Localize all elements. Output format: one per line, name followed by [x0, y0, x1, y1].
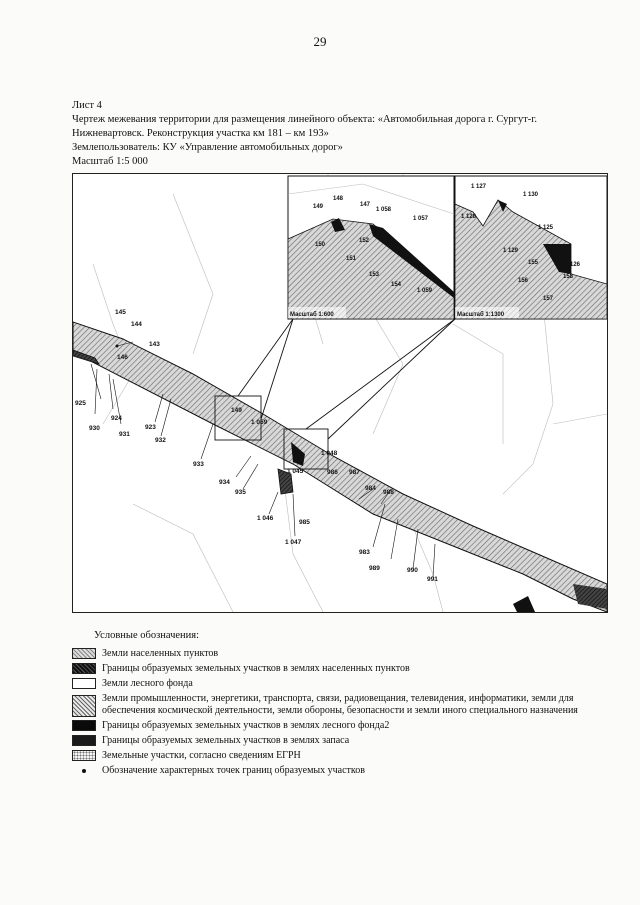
inset-pt-149: 149 [313, 204, 324, 210]
inset-pt-1058: 1 058 [376, 207, 392, 213]
pt-144: 144 [131, 321, 142, 328]
inset-pt-1125: 1 125 [538, 225, 554, 231]
inset-pt-1127: 1 127 [471, 184, 487, 190]
legend-title: Условные обозначения: [94, 630, 200, 641]
sheet-label: Лист 4 [72, 100, 102, 111]
inset-pt-1059: 1 059 [417, 288, 433, 294]
inset-pt-154: 154 [391, 282, 402, 288]
inset-left [288, 176, 454, 319]
map-scale: Масштаб 1:5 000 [72, 156, 148, 167]
pt-934: 934 [219, 479, 230, 486]
inset-right [455, 176, 607, 319]
parcel-991 [513, 596, 535, 612]
pt-933: 933 [193, 461, 204, 468]
pt-146: 146 [117, 354, 128, 361]
settlement-border-swatch [72, 663, 96, 674]
pt-935: 935 [235, 489, 246, 496]
pt-985: 985 [299, 519, 310, 526]
inset-pt-158: 158 [563, 274, 574, 280]
legend-label: Границы образуемых земельных участков в землях населенных пунктов [102, 663, 410, 674]
legend-label: Обозначение характерных точек границ образуемых участков [102, 765, 365, 776]
pt-991: 991 [427, 576, 438, 583]
inset-pt-1130: 1 130 [523, 192, 539, 198]
inset-pt-157: 157 [543, 296, 554, 302]
inset-pt-147: 147 [360, 202, 371, 208]
legend-item-settlement-parcel-borders [72, 663, 617, 675]
pt-924: 924 [111, 415, 122, 422]
inset-pt-1128: 1 128 [461, 214, 477, 220]
pt-984: 984 [365, 485, 376, 492]
inset-pt-1126: 1 126 [565, 262, 581, 268]
legend-item-characteristic-points [72, 765, 617, 777]
pt-986: 986 [327, 469, 338, 476]
legend-label: Земли промышленности, энергетики, транспорта, связи, радиовещания, телевидения, информатики, земли для обеспечения космической деятельности, земли обороны, безопасности и земли иного специального назначения [102, 693, 578, 716]
legend [72, 648, 617, 780]
point-marker-icon [72, 765, 96, 776]
pt-143: 143 [149, 341, 160, 348]
forest-border-swatch [72, 720, 96, 731]
inset-pt-151: 151 [346, 256, 357, 262]
inset-pt-152: 152 [359, 238, 370, 244]
legend-item-industrial-lands [72, 693, 617, 717]
pt-149: 149 [231, 407, 242, 414]
pt-987: 987 [349, 469, 360, 476]
inset-pt-150: 150 [315, 242, 326, 248]
legend-label: Земельные участки, согласно сведениям ЕГРН [102, 750, 301, 761]
inset-pt-153: 153 [369, 272, 380, 278]
egrn-swatch [72, 750, 96, 761]
pt-990: 990 [407, 567, 418, 574]
pt-923: 923 [145, 424, 156, 431]
settlement-swatch [72, 648, 96, 659]
legend-item-reserve-parcel-borders [72, 735, 617, 747]
legend-label: Земли лесного фонда [102, 678, 193, 689]
pt-1048: 1 048 [321, 450, 338, 457]
pt-925: 925 [75, 400, 86, 407]
inset-pt-148: 148 [333, 196, 344, 202]
legend-item-forest-parcel-borders [72, 720, 617, 732]
survey-map [72, 173, 608, 613]
pt-932: 932 [155, 437, 166, 444]
pt-1047: 1 047 [285, 539, 302, 546]
industrial-swatch [72, 695, 96, 717]
inset-right-scale: Масштаб 1:1300 [457, 312, 505, 318]
forest-swatch [72, 678, 96, 689]
inset-pt-155: 155 [528, 260, 539, 266]
drawing-title: Чертеж межевания территории для размещения линейного объекта: «Автомобильная дорога г. Сургут-г. Нижневартовск. Реконструкция участка км 181 – км 193» [72, 114, 538, 139]
legend-label: Границы образуемых земельных участков в землях запаса [102, 735, 350, 746]
pt-989: 989 [369, 565, 380, 572]
document-header [72, 99, 592, 169]
legend-item-forest-lands [72, 678, 617, 690]
pt-1046: 1 046 [257, 515, 274, 522]
inset-pt-1129: 1 129 [503, 248, 519, 254]
road-corridor [73, 322, 607, 612]
legend-item-egrn-parcels [72, 750, 617, 762]
page-number: 29 [313, 34, 327, 49]
pt-930: 930 [89, 425, 100, 432]
pt-931: 931 [119, 431, 130, 438]
inset-pt-156: 156 [518, 278, 529, 284]
legend-item-settlement-lands [72, 648, 617, 660]
pt-1045: 1 045 [287, 468, 304, 475]
legend-label: Границы образуемых земельных участков в землях лесного фонда2 [102, 720, 390, 731]
legend-label: Земли населенных пунктов [102, 648, 219, 659]
pt-145: 145 [115, 309, 126, 316]
pt-983: 983 [359, 549, 370, 556]
reserve-border-swatch [72, 735, 96, 746]
land-user: Землепользователь: КУ «Управление автомобильных дорог» [72, 142, 343, 153]
inset-pt-1057: 1 057 [413, 216, 429, 222]
pt-988: 988 [383, 489, 394, 496]
pt-1059: 1 059 [251, 419, 268, 426]
inset-left-scale: Масштаб 1:600 [290, 312, 334, 318]
